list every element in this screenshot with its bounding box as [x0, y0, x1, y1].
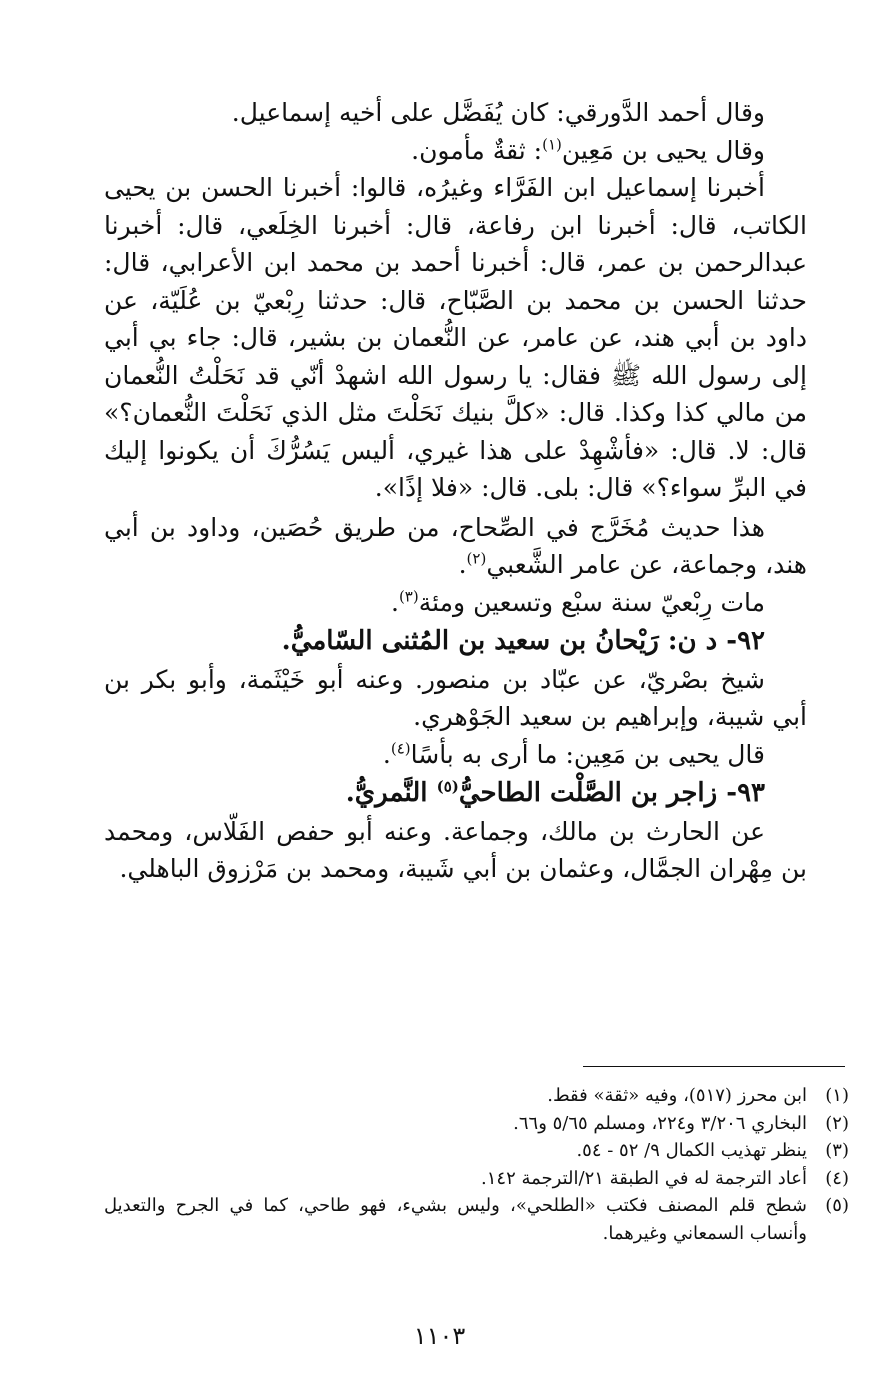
footnote-text: شطح قلم المصنف فكتب «الطلحي»، وليس بشيء، فهو طاحي، كما في الجرح والتعديل وأنساب السمعاني وغيرهما.: [104, 1195, 807, 1244]
footnote-5: [104, 1192, 849, 1247]
paragraph-death-year: مات رِبْعيّ سنة سبْع وتسعين ومئة$^{(٣)}$.: [390, 587, 765, 617]
footnote-number: (٢): [825, 1112, 849, 1134]
entry-heading-93: ٩٣- زاجر بن الصَّلْت الطاحيُّ$^{(٥)}$ النَّمريُّ.: [345, 777, 765, 808]
footnote-4: [104, 1165, 849, 1193]
paragraph-entry-92-body: شيخ بصْريّ، عن عبّاد بن منصور. وعنه أبو خَيْثَمة، وأبو بكر بن أبي شيبة، وإبراهيم بن سعيد الجَوْهري.: [104, 664, 807, 731]
paragraph-dawraqi: وقال أحمد الدَّورقي: كان يُفَضَّل على أخيه إسماعيل.: [231, 98, 765, 127]
paragraph-ibn-main-1: وقال يحيى بن مَعِين$^{(١)}$: ثقةٌ مأمون.: [411, 135, 765, 165]
footnote-ref-2[interactable]: (٢): [466, 549, 487, 568]
paragraph-ibn-main-2: قال يحيى بن مَعِين: ما أرى به بأسًا$^{(٤)}$.: [382, 739, 765, 769]
footnote-ref-3[interactable]: (٣): [398, 587, 419, 606]
entry-heading-92: ٩٢- د ن: رَيْحانُ بن سعيد بن المُثنى السّاميُّ.: [281, 626, 765, 656]
footnote-number: (٣): [825, 1140, 849, 1161]
paragraph-entry-93-body: عن الحارث بن مالك، وجماعة. وعنه أبو حفص الفَلّاس، ومحمد بن مِهْران الجمَّال، وعثمان بن أبي شَيبة، ومحمد بن مَرْزوق الباهلي.: [104, 816, 807, 883]
footnote-3: [104, 1137, 849, 1165]
footnote-number: (٤): [825, 1167, 849, 1189]
footnote-ref-4[interactable]: (٤): [390, 739, 411, 758]
footnote-number: (١): [825, 1085, 849, 1106]
footnote-1: [104, 1082, 849, 1110]
footnote-2: [104, 1110, 849, 1138]
footnote-text: ينظر تهذيب الكمال ٩/ ٥٢ - ٥٤.: [576, 1140, 807, 1161]
footnote-number: (٥): [825, 1195, 849, 1216]
footnote-text: البخاري ٣/٢٠٦ و٢٢٤، ومسلم ٥/٦٥ و٦٦.: [513, 1112, 807, 1134]
page-number: ١١٠٣: [413, 1322, 466, 1350]
footnote-text: ابن محرز (٥١٧)، وفيه «ثقة» فقط.: [547, 1085, 807, 1106]
paragraph-hadith-isnad: أخبرنا إسماعيل ابن الفَرَّاء وغيرُه، قالوا: أخبرنا الحسن بن يحيى الكاتب، قال: أخبرنا ابن رفاعة، قال: أخبرنا الخِلَعي، قال: أخبرنا عبدالرحمن بن عمر، قال: أخبرنا أحمد بن محمد ابن الأعرابي، قال: حدثنا الحسن بن محمد بن الصَّبّاح، قال: حدثنا رِبْعيّ بن عُلَيّة، عن داود بن أبي هند، عن عامر، عن النُّعمان بن بشير، قال: جاء بي أبي إلى رسول الله ﷺ فقال: يا رسول الله اشهدْ أنّي قد نَحَلْتُ النُّعمان من مالي كذا وكذا. قال: «كلَّ بنيك نَحَلْتَ مثل الذي نَحَلْتَ النُّعمان؟» قال: لا. قال: «فأشْهِدْ على هذا غيري، أليس يَسُرُّكَ أن يكونوا إليك في البرِّ سواء؟» قال: بلى. قال: «فلا إذًا».: [104, 173, 807, 502]
footnotes: [104, 1082, 849, 1247]
footnote-ref-5[interactable]: (٥): [436, 777, 459, 796]
main-text: [104, 94, 807, 888]
footnote-ref-1[interactable]: (١): [542, 135, 562, 154]
paragraph-hadith-takhrij: هذا حديث مُخَرَّج في الصِّحاح، من طريق حُصَين، وداود بن أبي هند، وجماعة، عن عامر الشَّعبي$^{(٢)}$.: [104, 512, 807, 579]
footnote-divider: [583, 1066, 845, 1067]
footnote-text: أعاد الترجمة له في الطبقة ٢١/الترجمة ١٤٢.: [481, 1167, 807, 1189]
